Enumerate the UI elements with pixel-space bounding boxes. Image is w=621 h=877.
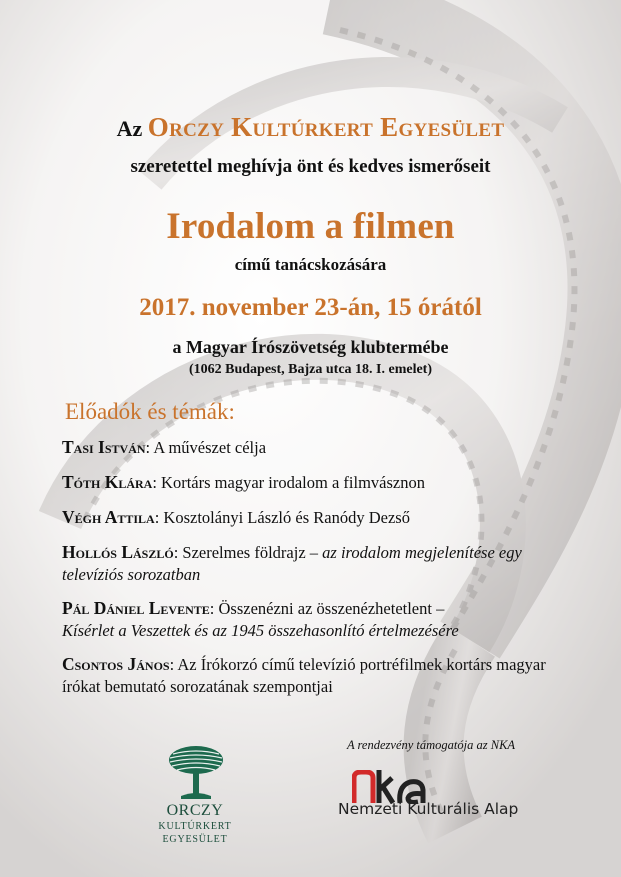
speaker-name: Csontos János — [62, 654, 170, 674]
speakers-heading: Előadók és témák: — [65, 399, 235, 424]
talk-item — [62, 506, 562, 529]
organizer-name: Orczy Kultúrkert Egyesület — [147, 112, 505, 142]
talk-note: Kísérlet a Veszettek és az 1945 összehasonlító értelmezésére — [62, 621, 459, 640]
talk-topic: : Az Írókorzó című televízió portréfilmek kortárs magyar írókat bemutató sorozatának szempontjai — [62, 655, 546, 696]
talk-note: az irodalom megjelenítése egy televíziós sorozatban — [62, 543, 522, 584]
talk-topic: : Kortárs magyar irodalom a filmvásznon — [152, 473, 425, 492]
nka-mark-text: nka — [352, 770, 354, 771]
sponsor-note: A rendezvény támogatója az NKA — [347, 738, 516, 752]
talk-topic: : A művészet célja — [145, 438, 267, 457]
event-subtitle: című tanácskozására — [234, 255, 387, 274]
organizer-line — [0, 112, 621, 143]
venue-address: (1062 Budapest, Bajza utca 18. I. emelet) — [188, 362, 433, 377]
talk-topic: : Összenézni az összenézhetetlent – — [209, 599, 445, 618]
talk-item — [62, 541, 562, 586]
orczy-logo-line1: ORCZY — [166, 802, 224, 819]
speaker-name: Hollós László — [62, 542, 174, 562]
talk-item — [62, 653, 562, 698]
orczy-logo-line2: KULTÚRKERT — [158, 821, 232, 832]
speaker-name: Végh Attila — [62, 507, 155, 527]
speaker-name: Pál Dániel Levente — [62, 598, 210, 618]
organizer-prefix: Az — [116, 116, 143, 141]
event-date: 2017. november 23-án, 15 órától — [139, 294, 482, 321]
nka-full-name: Nemzeti Kulturális Alap — [338, 800, 519, 818]
talk-topic: : Kosztolányi László és Ranódy Dezső — [154, 508, 410, 527]
tree-logo-icon — [165, 744, 227, 804]
event-title: Irodalom a filmen — [166, 206, 455, 247]
talk-item — [62, 471, 562, 494]
orczy-logo-line3: EGYESÜLET — [162, 834, 228, 845]
invitation-line: szeretettel meghívja önt és kedves ismerőseit — [130, 156, 491, 177]
nka-logo-icon — [352, 770, 426, 804]
venue-name: a Magyar Írószövetség klubtermébe — [172, 337, 449, 357]
talk-item — [62, 436, 562, 459]
talk-topic: : Szerelmes földrajz – — [173, 543, 323, 562]
talk-item — [62, 597, 562, 642]
speaker-name: Tóth Klára — [62, 472, 153, 492]
speaker-name: Tasi István — [62, 437, 146, 457]
